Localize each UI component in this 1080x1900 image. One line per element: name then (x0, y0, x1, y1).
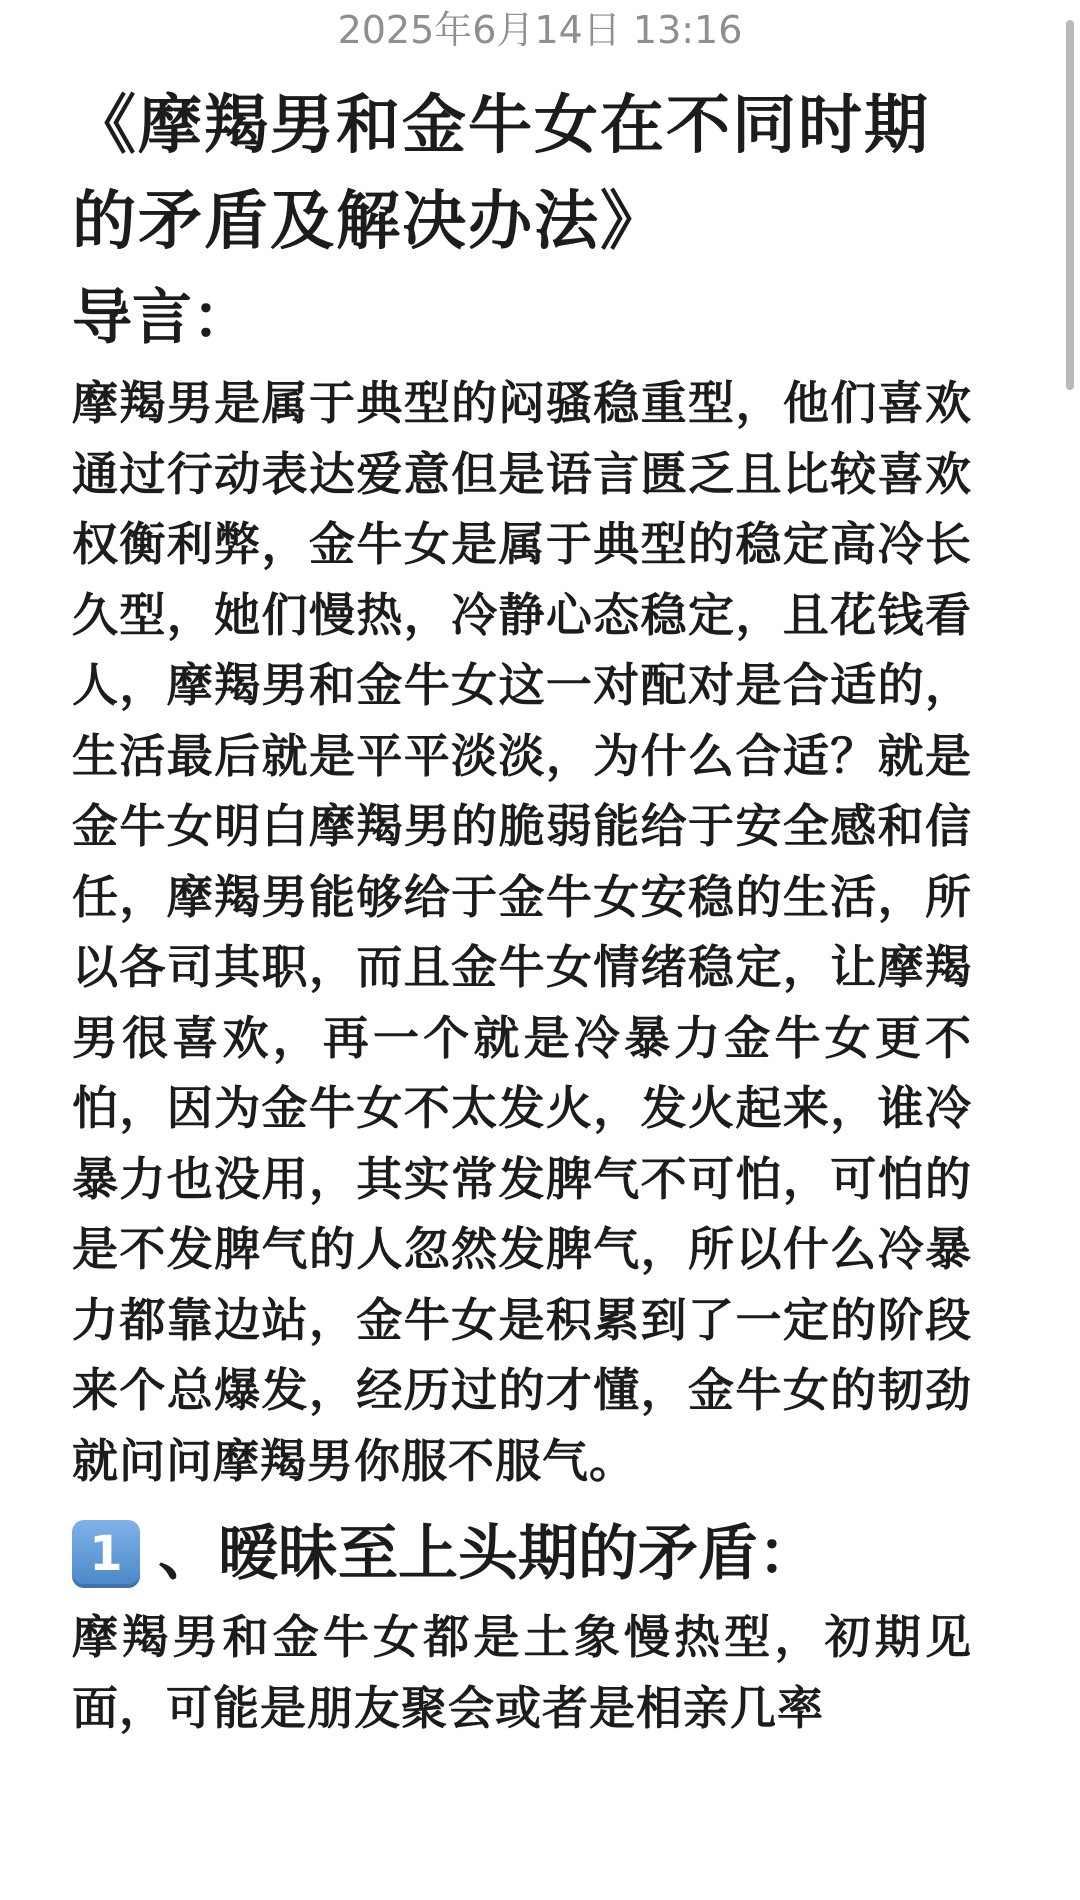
section-1-heading-text: 、暧昧至上头期的矛盾： (158, 1519, 818, 1589)
intro-heading: 导言： (72, 283, 252, 353)
keycap-digit-one-icon: 1 (72, 1520, 140, 1588)
note-title: 《摩羯男和金牛女在不同时期的矛盾及解决办法》 (72, 89, 930, 259)
note-timestamp: 2025年6月14日 13:16 (337, 8, 743, 52)
intro-paragraph: 摩羯男是属于典型的闷骚稳重型，他们喜欢通过行动表达爱意但是语言匮乏且比较喜欢权衡利弊，金牛女是属于典型的稳定高冷长久型，她们慢热，冷静心态稳定，且花钱看人，摩羯男和金牛女这一对配对是合适的，生活最后就是平平淡淡，为什么合适？就是金牛女明白摩羯男的脆弱能给于安全感和信任，摩羯男能够给于金牛女安稳的生活，所以各司其职，而且金牛女情绪稳定，让摩羯男很喜欢，再一个就是冷暴力金牛女更不怕，因为金牛女不太发火，发火起来，谁冷暴力也没用，其实常发脾气不可怕，可怕的是不发脾气的人忽然发脾气，所以什么冷暴力都靠边站，金牛女是积累到了一定的阶段来个总爆发，经历过的才懂，金牛女的韧劲就问问摩羯男你服不服气。 (72, 376, 972, 1488)
section-1-heading (72, 1506, 972, 1602)
scrollbar-thumb[interactable] (1066, 20, 1074, 390)
section-1-paragraph: 摩羯男和金牛女都是土象慢热型，初期见面，可能是朋友聚会或者是相亲几率 (72, 1610, 972, 1735)
note-content[interactable] (72, 78, 972, 1743)
